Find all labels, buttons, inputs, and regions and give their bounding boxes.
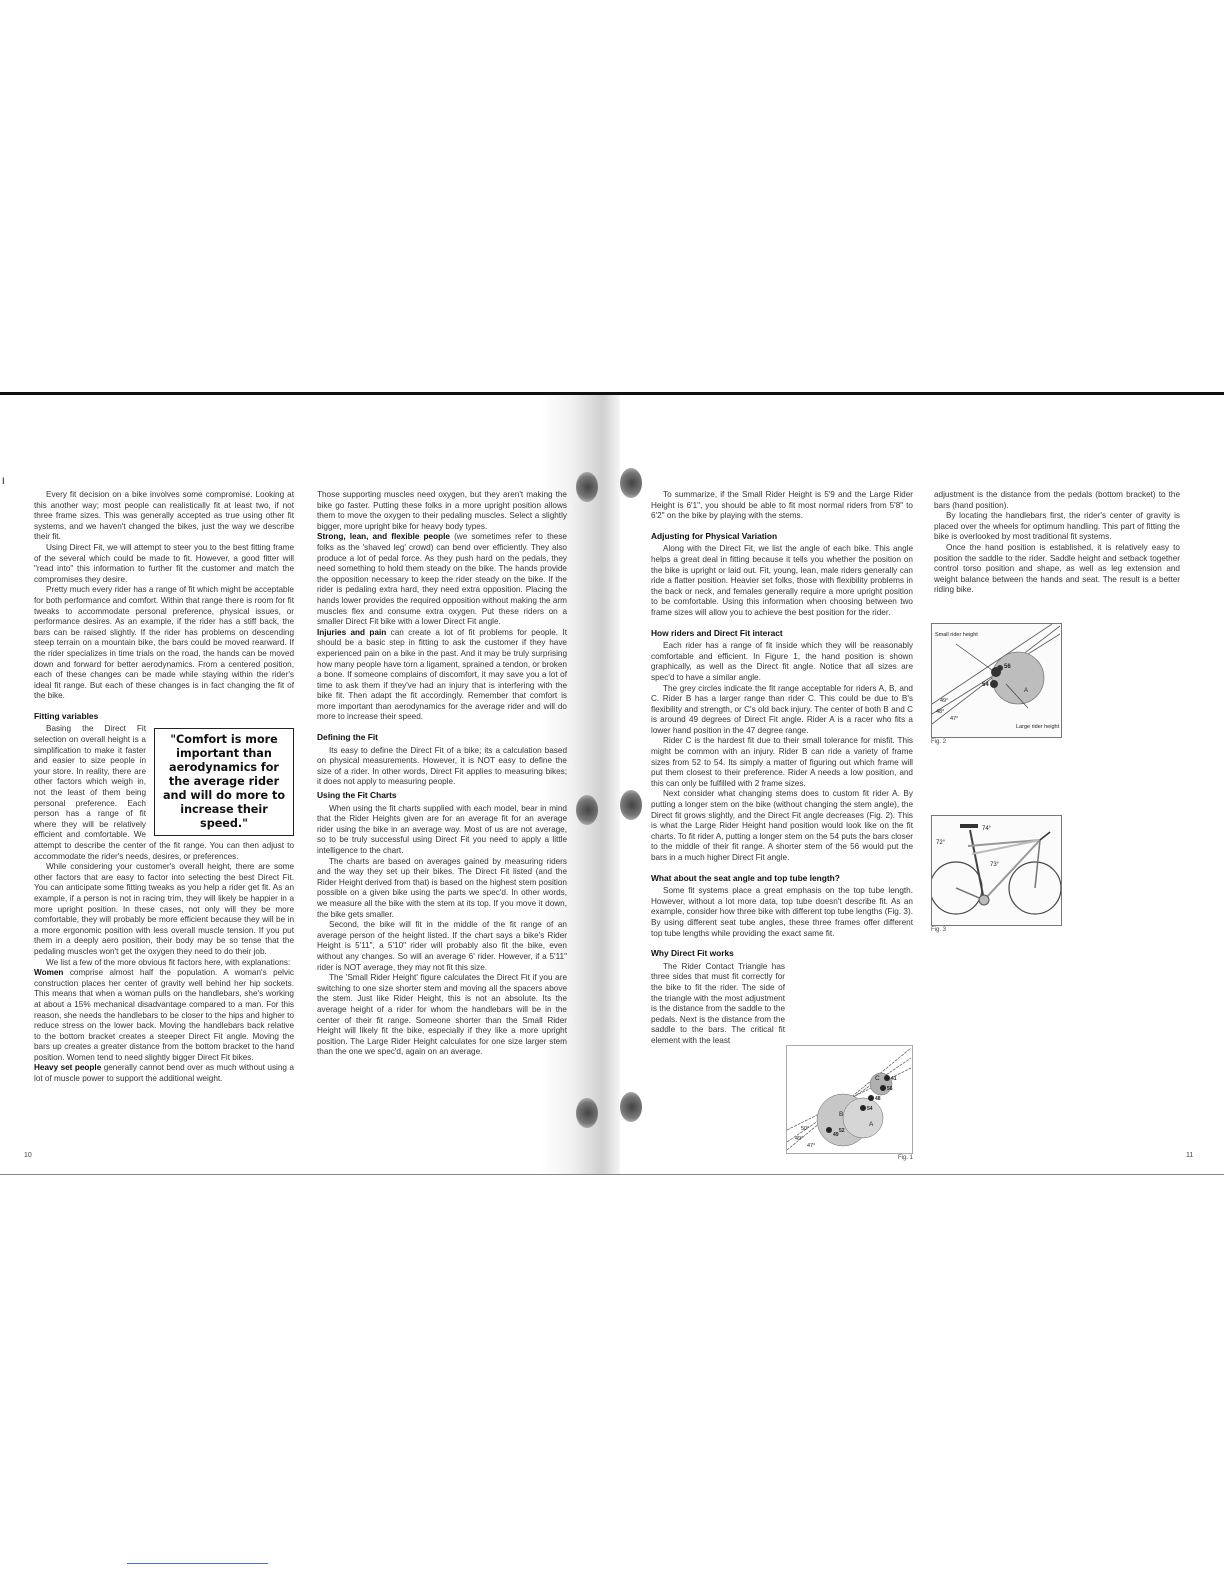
fitting-paragraph: While considering your customer's overall height, there are some other factors that are easy to factor into selecting the best Direct Fit. You can anticipate some fitting tweaks as you help a rider get fit. As an example, if a person is not in racing trim, they will likely be happier in a more upright position. In these cases, not only will they be more comfortable, they will probably be more efficient because they will be in a more ergonomic position with less overall muscle tension. If you put them in a deeply aero position, their body may be so tense that the pedaling muscles won't get the oxygen they need to do their job. [34,862,294,956]
intro-paragraph: Every fit decision on a bike involves some compromise. Looking at this another way; most people can realistically fit at least two, if not three frame sizes. This was generally accepted as true using other fit systems, and we haven't changed the bikes, just the way we describe their fit. [34,490,294,542]
binder-hole [576,472,598,502]
injuries-label: Injuries and pain [317,627,387,637]
fitting-variables-heading: Fitting variables [34,710,99,721]
using-paragraph: The 'Small Rider Height' figure calculates the Direct Fit if you are switching to one size shorter stem and moving all the spacers above the stem. Just like Rider Height, this is not an absolute. Its the average height of a rider for whom the handlebars will be in the center of their fit range. Someone shorter than the Small Rider Height will likely fit the bike, especially if they like a more upright position. The Large Rider Height calculates for one size larger stem than the one we spec'd, again on an average. [317,973,567,1057]
figure-3-caption: Fig. 3 [931,927,947,933]
corner-mark: I [2,476,5,486]
fig2-label: 48° [936,709,945,715]
using-charts-heading: Using the Fit Charts [317,790,397,801]
defining-fit-heading: Defining the Fit [317,732,378,743]
injuries-paragraph [317,628,567,723]
fig3-label: 73° [990,862,1000,868]
fig2-large-rider-label: Large rider height [1016,724,1060,730]
right-column-2 [934,490,1180,596]
fitting-paragraph: We list a few of the more obvious fit factors here, with explanations: [46,957,291,967]
heavy-text: generally cannot bend over as much without using a lot of muscle power to support the additional weight. [34,1063,294,1084]
fig1-label: 48 [875,1096,881,1102]
pull-quote: "Comfort is more important than aerodynamics for the average rider and will do more to increase their speed." [154,728,294,836]
figure-2-caption: Fig. 2 [931,739,947,745]
fig3-label: 72° [936,840,946,846]
fig2-small-rider-label: Small rider height [935,632,978,638]
figure-1 [786,1045,913,1154]
why-heading: Why Direct Fit works [651,948,734,959]
fitting-paragraph: Basing the Direct Fit selection on overall height is a simplification to make it faster and easier to size people in your store. In reality, there are other factors which weigh in, not the least of them being personal preference. Each person has a range of fit where they will be relatively efficient and comfortable. We attempt to describe the center of the fit range. You can then adjust to accommodate the rider's needs, desires, or preferences. [34,724,294,861]
figure-1-diagram [787,1046,912,1153]
intro-paragraph: Pretty much every rider has a range of fit which might be acceptable for both performance and comfort. Within that range there is room for fit tweaks to accommodate personal preference, physical issues, or performance desires. As an example, if the rider has a stiff back, the bars can be raised slightly. If the rider has problems on descending steep terrain on a mountain bike, the bars could be moved rearward. If the rider specializes in time trials on the road, the hands can be moved down and forward for better aerodynamics. From a centered position, each of these changes can be made while staying within the rider's ideal fit range. But each of these changes is in fact changing the fit of the bike. [34,585,294,701]
fig3-label: 74° [982,826,992,832]
binder-hole [620,790,642,820]
fig1-label: 50° [801,1126,810,1132]
women-label: Women [34,968,64,978]
figure-1-caption: Fig. 1 [898,1155,914,1161]
col4-paragraph: adjustment is the distance from the pedals (bottom bracket) to the bars (hand position). [934,490,1180,510]
strong-label: Strong, lean, and flexible people [317,532,450,542]
figure-2 [931,623,1062,738]
adjusting-heading: Adjusting for Physical Variation [651,530,778,541]
why-paragraph: The Rider Contact Triangle has three sides that must fit correctly for the bike to fit the rider. The side of the triangle with the most adjustment is the distance from the saddle to the pedals. Next is the distance from the saddle to the bars. The critical fit element with the least [651,961,785,1045]
how-paragraph: Next consider what changing stems does to custom fit rider A. By putting a longer stem on the bike (without changing the stem angle), the Direct fit grows slightly, and the Direct Fit angle decreases (Fig. 2). This is what the Large Rider Height hand position would look like on the fit charts. To fit rider A, putting a longer stem on the 54 puts the bars closer to the middle of their fit range. A shorter stem of the 56 would put the bars in a much higher Direct Fit angle. [651,789,913,862]
heavy-paragraph [34,1063,294,1084]
seat-paragraph: Some fit systems place a great emphasis on the top tube length. However, without a lot more data, top tube doesn't describe fit. As an example, consider how three bike with different top tube lengths (Fig. 3). By using different seat tube angles, these three frames offer different top tube lengths while providing the exact same fit. [651,886,913,938]
fig1-label: 41 [891,1076,897,1082]
fig1-label: 52 [839,1128,845,1134]
women-paragraph [34,968,294,1063]
figure-3-diagram [932,816,1061,925]
using-paragraph: When using the fit charts supplied with each model, bear in mind that the Rider Heights given are for an average fit for an average rider using the bike in an average way. Most of us are not average, so to be truly successful using Direct Fit you need to apply a little intelligence to the chart. [317,803,567,855]
strong-text: (we sometimes refer to these folks as the 'shaved leg' crowd) can bend over efficiently. They also produce a lot of pedal force. As they push hard on the pedals, they need something to hold them steady on the bike. The hands provide the opposition necessary to keep the rider steady on the bike. If the rider is pedaling extra hard, they need extra opposition. Placing the hands lower provides the required opposition without making the arm muscles flex and consume extra oxygen. Put these riders on a smaller Direct Fit bike with a lower Direct Fit angle. [317,532,567,627]
adjusting-paragraph: Along with the Direct Fit, we list the angle of each bike. This angle helps a great deal in fitting because it tells you whether the position on the bike is upright or laid out. Fit, young, lean, male riders generally can ride a flatter position. Heavier set folks, those with flexibility problems in the back or neck, and females generally require a more upright position to be comfortable. Using this information when choosing between two frame sizes will allow you to achieve the best position for the rider. [651,544,913,617]
how-paragraph: The grey circles indicate the fit range acceptable for riders A, B, and C. Rider B has a larger range than rider C. This could be due to B's flexibility and strength, or C's old back injury. The center of both B and C is around 49 degrees of Direct Fit angle. Rider A is a racer who fits a lower hand position in the 47 degree range. [651,683,913,735]
fig1-label: 54 [867,1106,873,1112]
right-column-1 [651,490,913,1047]
fig2-label: 47° [950,716,959,722]
women-text: comprise almost half the population. A woman's pelvic construction places her center of gravity well behind her hip sockets. This means that when a woman pulls on the handlebars, she's working at about a 15% mechanical disadvantage compared to a man. For this reason, she needs the handlebars to be closer to the hips and higher to reduce stress on the lower back. Moving the handlebars back relative to the bottom bracket creates a steeper Direct Fit angle. Moving the bars up creates a greater distance from the bottom bracket to the hand position. Women tend to need slightly bigger Direct Fit bikes. [34,968,294,1062]
fig1-label: C [875,1075,880,1082]
fig1-label: 49 [833,1132,839,1138]
fig1-label: 56 [887,1086,893,1092]
intro-paragraph: Using Direct Fit, we will attempt to steer you to the best fitting frame of the several which could be made to fit. However, a good fitter will "read into" this information to further fit the customer and match the compromises they desire. [34,542,294,584]
left-column-1 [34,490,294,1085]
fig2-label: 56 [1004,664,1011,670]
figure-3 [931,815,1062,926]
fig1-label: 47° [807,1143,816,1149]
left-column-2 [317,490,567,1058]
injuries-text: can create a lot of fit problems for people. It should be a basic step in fitting to ask the customer if they have experienced pain on a bike in the past. And it may be truly surprising how many people have torn a ligament, sprained a tendon, or broken a bone. If someone complains of discomfort, it may save you a lot of time to ask them if they've had an injury that is interfering with the bike fit. Then adapt the fit accordingly. Remember that comfort is more important than aerodynamics for the average rider and will do more to increase their speed. [317,627,567,722]
defining-paragraph: Its easy to define the Direct Fit of a bike; its a calculation based on physical measurements. However, it is NOT easy to define the size of a rider. In other words, Direct Fit applies to measuring bikes; it does not apply to measuring people. [317,745,567,787]
seat-angle-heading: What about the seat angle and top tube length? [651,872,840,883]
col4-paragraph: By locating the handlebars first, the rider's center of gravity is placed over the wheels for optimum handling. This part of fitting the bike is overlooked by most traditional fit systems. [934,511,1180,542]
binder-hole [620,1092,642,1122]
bottom-rule [0,1174,1224,1175]
fig1-label: B [839,1111,844,1118]
page-number-left: 10 [24,1152,32,1159]
fig2-label: A [1024,688,1029,694]
how-riders-heading: How riders and Direct Fit interact [651,627,783,638]
binder-hole [620,468,642,498]
strong-paragraph [317,532,567,627]
fig2-label: 54 [982,682,989,688]
using-paragraph: The charts are based on averages gained by measuring riders and the way they set up their bikes. The Direct Fit listed (and the Rider Height derived from that) is based on the highest stem position possible on a given bike using the parts we spec'd. In other words, we measure all the bike with the stem at its top. If you move it down, the bike gets smaller. [317,856,567,919]
col4-paragraph: Once the hand position is established, it is relatively easy to position the saddle to the rider. Saddle height and setback together control torso position and shape, as well as leg extension and weight balance between the hands and seat. The result is a better riding bike. [934,542,1180,595]
heavy-label: Heavy set people [34,1063,102,1073]
using-paragraph: Second, the bike will fit in the middle of the fit range of an average person of the height listed. If the chart says a bike's Rider Height is 5'11", a 5'10" rider will probably also fit the bike, even without any changes. So will an average 6' rider. However, if a 5'11" rider is NOT average, they may not fit this size. [317,920,567,972]
figure-2-diagram [932,624,1061,737]
fig1-label: A [869,1121,874,1128]
blue-underline [127,1563,268,1564]
binder-hole [576,795,598,825]
fig2-label: 49° [940,698,949,704]
binder-hole [576,1098,598,1128]
how-paragraph: Rider C is the hardest fit due to their small tolerance for misfit. This might be common with an injury. Rider B can ride a variety of frame sizes from 52 to 54. Its simply a matter of figuring out which frame will put them closest to their preference. Rider A needs a low position, and this can only be fulfilled with 2 frame sizes. [651,736,913,788]
summary-paragraph: To summarize, if the Small Rider Height is 5'9 and the Large Rider Height is 6'1", you should be able to fit most normal riders from 5'8" to 6'2" on the bike by playing with the stems. [651,490,913,521]
how-paragraph: Each rider has a range of fit inside which they will be reasonably comfortable and efficient. In Figure 1, the hand position is shown graphically, as well as the Direct fit angle. Notice that all sizes are spec'd to have a similar angle. [651,641,913,682]
page-number-right: 11 [1186,1152,1194,1159]
fig1-label: 49° [795,1136,804,1142]
col2-paragraph: Those supporting muscles need oxygen, but they aren't making the bike go faster. Putting these folks in a more upright position allows them to move the oxygen to their pedaling muscles. Select a slightly bigger, more upright bike for heavy body types. [317,490,567,531]
